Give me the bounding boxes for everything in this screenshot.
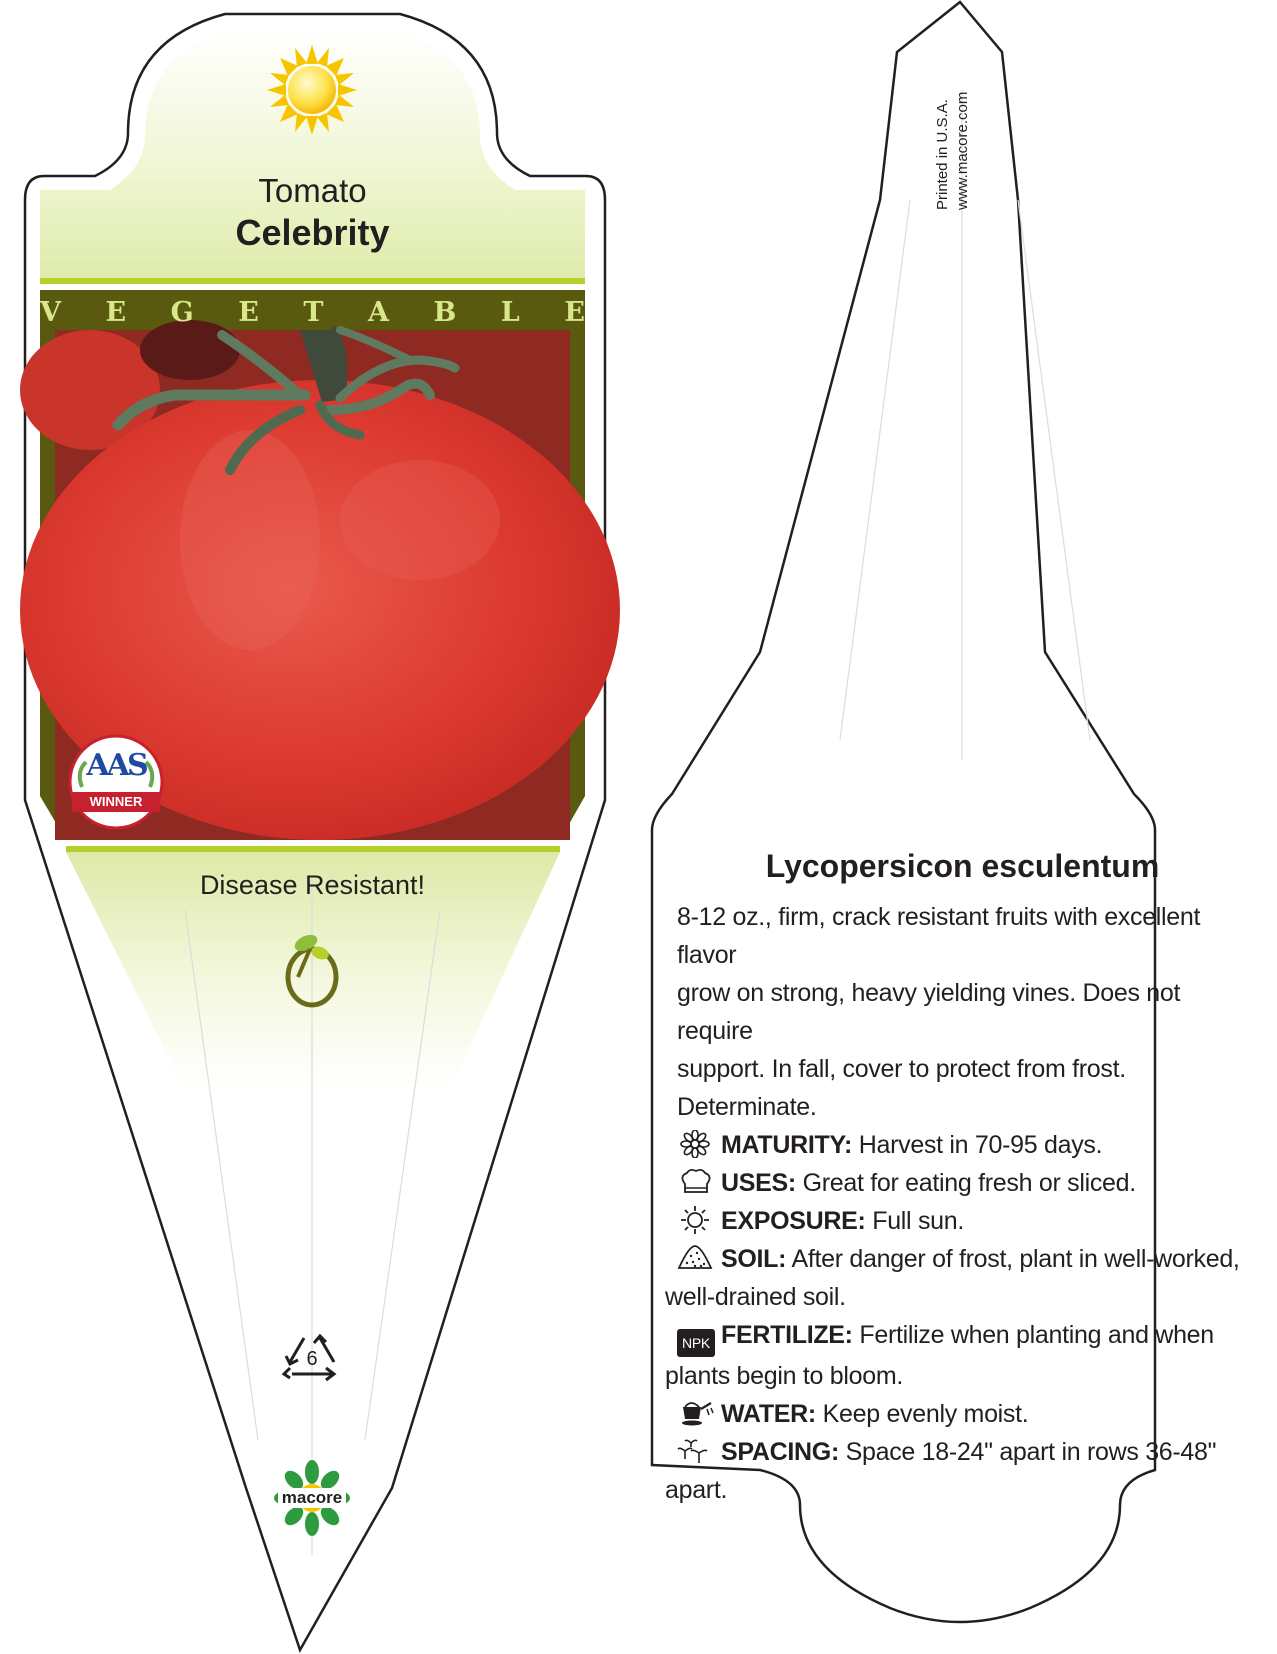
npk-icon bbox=[677, 1329, 715, 1357]
detail-text: Harvest in 70-95 days. bbox=[858, 1131, 1103, 1159]
detail-text: Fertilize when planting and when bbox=[859, 1321, 1214, 1349]
tagline: Disease Resistant! bbox=[199, 870, 426, 900]
description-line: grow on strong, heavy yielding vines. Does not require bbox=[677, 979, 1181, 1045]
sun-icon bbox=[267, 45, 357, 135]
category-letter: A bbox=[367, 297, 389, 328]
front-header-accent-bar bbox=[40, 278, 585, 284]
category-letter: V bbox=[40, 297, 61, 328]
soil-pile-icon bbox=[677, 1244, 715, 1272]
category-letter: G bbox=[170, 297, 194, 328]
category-label bbox=[40, 297, 585, 328]
detail-label: FERTILIZE: bbox=[721, 1321, 853, 1349]
detail-text: After danger of frost, plant in well-worked, bbox=[791, 1245, 1240, 1273]
detail-label: WATER: bbox=[721, 1400, 816, 1428]
detail-label: SOIL: bbox=[721, 1245, 787, 1273]
front-lower-accent-bar bbox=[66, 846, 560, 852]
printed-in: Printed in U.S.A. bbox=[934, 99, 951, 210]
description-line: Determinate. bbox=[677, 1093, 817, 1121]
category-letter: E bbox=[238, 297, 259, 328]
category-letter: T bbox=[303, 297, 324, 328]
detail-text: Great for eating fresh or sliced. bbox=[802, 1169, 1136, 1197]
category-letter: E bbox=[564, 297, 585, 328]
detail-fertilize bbox=[677, 1316, 1252, 1357]
detail-label: EXPOSURE: bbox=[721, 1207, 866, 1235]
watering-can-icon bbox=[677, 1399, 715, 1427]
detail-spacing bbox=[677, 1433, 1252, 1471]
detail-text: Keep evenly moist. bbox=[822, 1400, 1029, 1428]
category-letter: B bbox=[433, 297, 457, 328]
detail-soil bbox=[677, 1240, 1252, 1278]
detail-label: USES: bbox=[721, 1169, 796, 1197]
detail-text-continued: plants begin to bloom. bbox=[665, 1362, 904, 1390]
detail-label: SPACING: bbox=[721, 1438, 839, 1466]
detail-text: Full sun. bbox=[872, 1207, 965, 1235]
description bbox=[665, 898, 1252, 1509]
npk-icon-text: NPK bbox=[682, 1335, 710, 1351]
detail-exposure bbox=[677, 1202, 1252, 1240]
category-letter: E bbox=[105, 297, 127, 328]
latin-name: Lycopersicon esculentum bbox=[765, 848, 1160, 884]
website: www.macore.com bbox=[954, 91, 971, 210]
seedlings-icon bbox=[677, 1437, 715, 1465]
description-line: 8-12 oz., firm, crack resistant fruits with excellent flavor bbox=[677, 903, 1201, 969]
detail-maturity bbox=[677, 1126, 1252, 1164]
flower-icon bbox=[677, 1130, 715, 1158]
recycle-number: 6 bbox=[306, 1348, 318, 1370]
description-line: support. In fall, cover to protect from frost. bbox=[677, 1055, 1126, 1083]
detail-water bbox=[677, 1395, 1252, 1433]
sun-outline-icon bbox=[677, 1206, 715, 1234]
chef-hat-icon bbox=[677, 1168, 715, 1196]
detail-text-continued: apart. bbox=[665, 1476, 728, 1504]
detail-text-continued: well-drained soil. bbox=[665, 1283, 846, 1311]
category-letter: L bbox=[500, 297, 520, 328]
detail-uses bbox=[677, 1164, 1252, 1202]
common-name: Tomato bbox=[258, 172, 367, 209]
aas-badge-text: AAS bbox=[86, 748, 146, 783]
detail-text: Space 18-24" apart in rows 36-48" bbox=[845, 1438, 1217, 1466]
brand-name: macore bbox=[281, 1488, 343, 1507]
variety-name: Celebrity bbox=[235, 212, 390, 253]
detail-label: MATURITY: bbox=[721, 1131, 853, 1159]
aas-badge-winner: WINNER bbox=[89, 794, 143, 809]
